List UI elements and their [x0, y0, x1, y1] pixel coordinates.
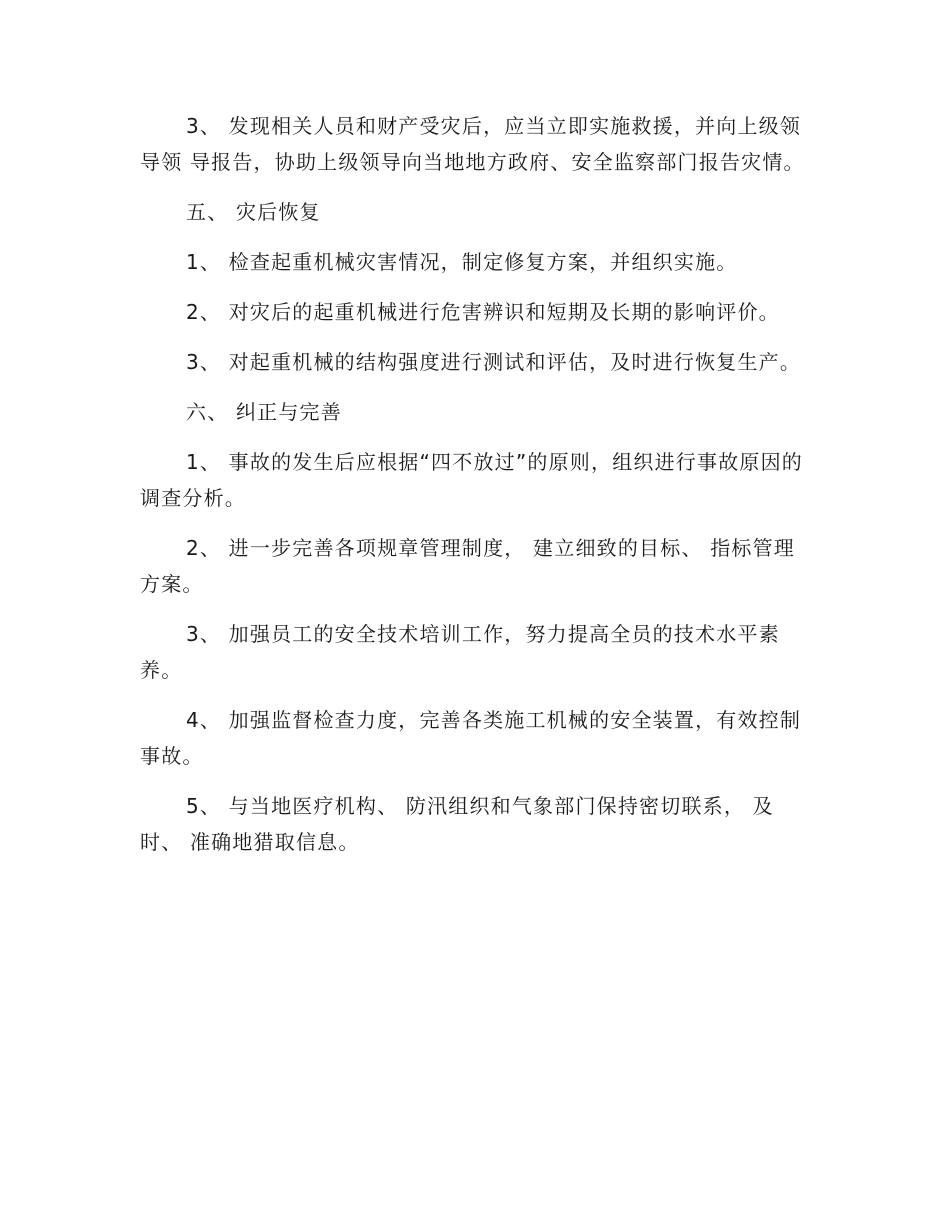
- document-body: [140, 108, 810, 874]
- paragraph-item-4-supervision: 4、 加强监督检查力度，完善各类施工机械的安全装置，有效控制事故。: [140, 708, 802, 768]
- section-heading-correction: 六、 纠正与完善: [186, 400, 342, 424]
- paragraph-item-3-report: 3、 发现相关人员和财产受灾后，应当立即实施救援，并向上级领导领 导报告，协助上级领导向当地地方政府、安全监察部门报告灾情。: [140, 114, 805, 174]
- paragraph-item-1-investigate: 1、 事故的发生后应根据“四不放过”的原则，组织进行事故原因的 调查分析。: [140, 450, 804, 510]
- paragraph-item-2-evaluate: 2、 对灾后的起重机械进行危害辨识和短期及长期的影响评价。: [186, 300, 780, 324]
- paragraph-item-1-inspect: 1、 检查起重机械灾害情况，制定修复方案，并组织实施。: [186, 250, 738, 274]
- paragraph-item-2-regulations: 2、 进一步完善各项规章管理制度， 建立细致的目标、 指标管理方案。: [140, 536, 795, 596]
- paragraph-item-3-training: 3、 加强员工的安全技术培训工作，努力提高全员的技术水平素养。: [140, 622, 780, 682]
- section-heading-recovery: 五、 灾后恢复: [186, 200, 321, 224]
- paragraph-item-5-contact: 5、 与当地医疗机构、 防汛组织和气象部门保持密切联系， 及时、 准确地猎取信息。: [140, 794, 774, 854]
- paragraph-item-3-test: 3、 对起重机械的结构强度进行测试和评估，及时进行恢复生产。: [186, 350, 802, 374]
